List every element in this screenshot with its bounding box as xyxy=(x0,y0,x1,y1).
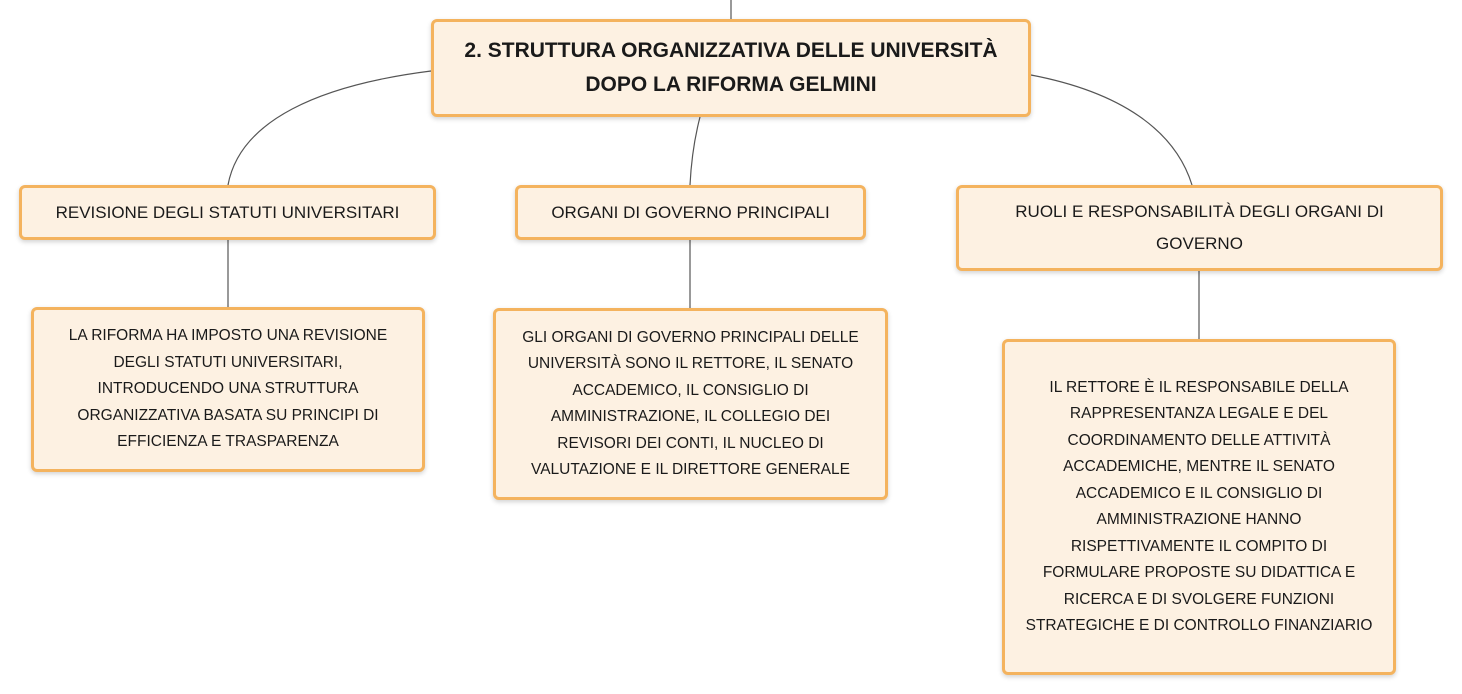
topic-node-revisione[interactable] xyxy=(19,185,436,240)
detail-line: RICERCA E DI SVOLGERE FUNZIONI xyxy=(1063,590,1335,608)
topic-label-ruoli-line1: RUOLI E RESPONSABILITÀ DEGLI ORGANI DI xyxy=(1015,202,1384,221)
detail-line: EFFICIENZA E TRASPARENZA xyxy=(117,433,339,451)
topic-label-ruoli-line2: GOVERNO xyxy=(1156,234,1243,253)
detail-line: ORGANIZZATIVA BASATA SU PRINCIPI DI xyxy=(77,406,379,424)
detail-line: INTRODUCENDO UNA STRUTTURA xyxy=(97,380,359,398)
detail-line: RAPPRESENTANZA LEGALE E DEL xyxy=(1069,405,1329,422)
detail-line: DEGLI STATUTI UNIVERSITARI, xyxy=(113,353,343,371)
detail-line: ACCADEMICO, IL CONSIGLIO DI xyxy=(572,381,809,399)
detail-line: IL RETTORE È IL RESPONSABILE DELLA xyxy=(1049,378,1349,396)
connector-root-to-ruoli xyxy=(1031,75,1192,185)
detail-line: AMMINISTRAZIONE HANNO xyxy=(1096,511,1302,528)
connector-root-to-revisione xyxy=(228,71,431,185)
detail-line: UNIVERSITÀ SONO IL RETTORE, IL SENATO xyxy=(527,355,854,372)
root-title-line1: 2. STRUTTURA ORGANIZZATIVA DELLE UNIVERSITÀ xyxy=(464,39,998,62)
detail-line: AMMINISTRAZIONE, IL COLLEGIO DEI xyxy=(550,408,831,425)
detail-line: ACCADEMICHE, MENTRE IL SENATO xyxy=(1063,458,1335,475)
root-title-line2: DOPO LA RIFORMA GELMINI xyxy=(585,73,877,96)
root-node[interactable] xyxy=(431,19,1031,117)
detail-line: STRATEGICHE E DI CONTROLLO FINANZIARIO xyxy=(1025,617,1373,634)
detail-node-organi[interactable] xyxy=(493,308,888,500)
topic-label-organi: ORGANI DI GOVERNO PRINCIPALI xyxy=(551,202,830,222)
detail-node-ruoli[interactable] xyxy=(1002,339,1396,675)
topic-node-ruoli[interactable] xyxy=(956,185,1443,271)
topic-label-revisione: REVISIONE DEGLI STATUTI UNIVERSITARI xyxy=(55,202,400,222)
detail-line: VALUTAZIONE E IL DIRETTORE GENERALE xyxy=(531,461,850,478)
detail-line: REVISORI DEI CONTI, IL NUCLEO DI xyxy=(557,434,824,452)
detail-line: GLI ORGANI DI GOVERNO PRINCIPALI DELLE xyxy=(522,328,859,346)
detail-line: ACCADEMICO E IL CONSIGLIO DI xyxy=(1075,484,1323,502)
detail-line: RISPETTIVAMENTE IL COMPITO DI xyxy=(1070,537,1328,555)
topic-node-organi[interactable] xyxy=(515,185,866,240)
detail-line: COORDINAMENTO DELLE ATTIVITÀ xyxy=(1067,431,1331,449)
detail-line: LA RIFORMA HA IMPOSTO UNA REVISIONE xyxy=(68,327,388,345)
detail-node-revisione[interactable] xyxy=(31,307,425,472)
detail-line: FORMULARE PROPOSTE SU DIDATTICA E xyxy=(1042,564,1356,581)
connector-root-to-organi xyxy=(690,117,700,185)
